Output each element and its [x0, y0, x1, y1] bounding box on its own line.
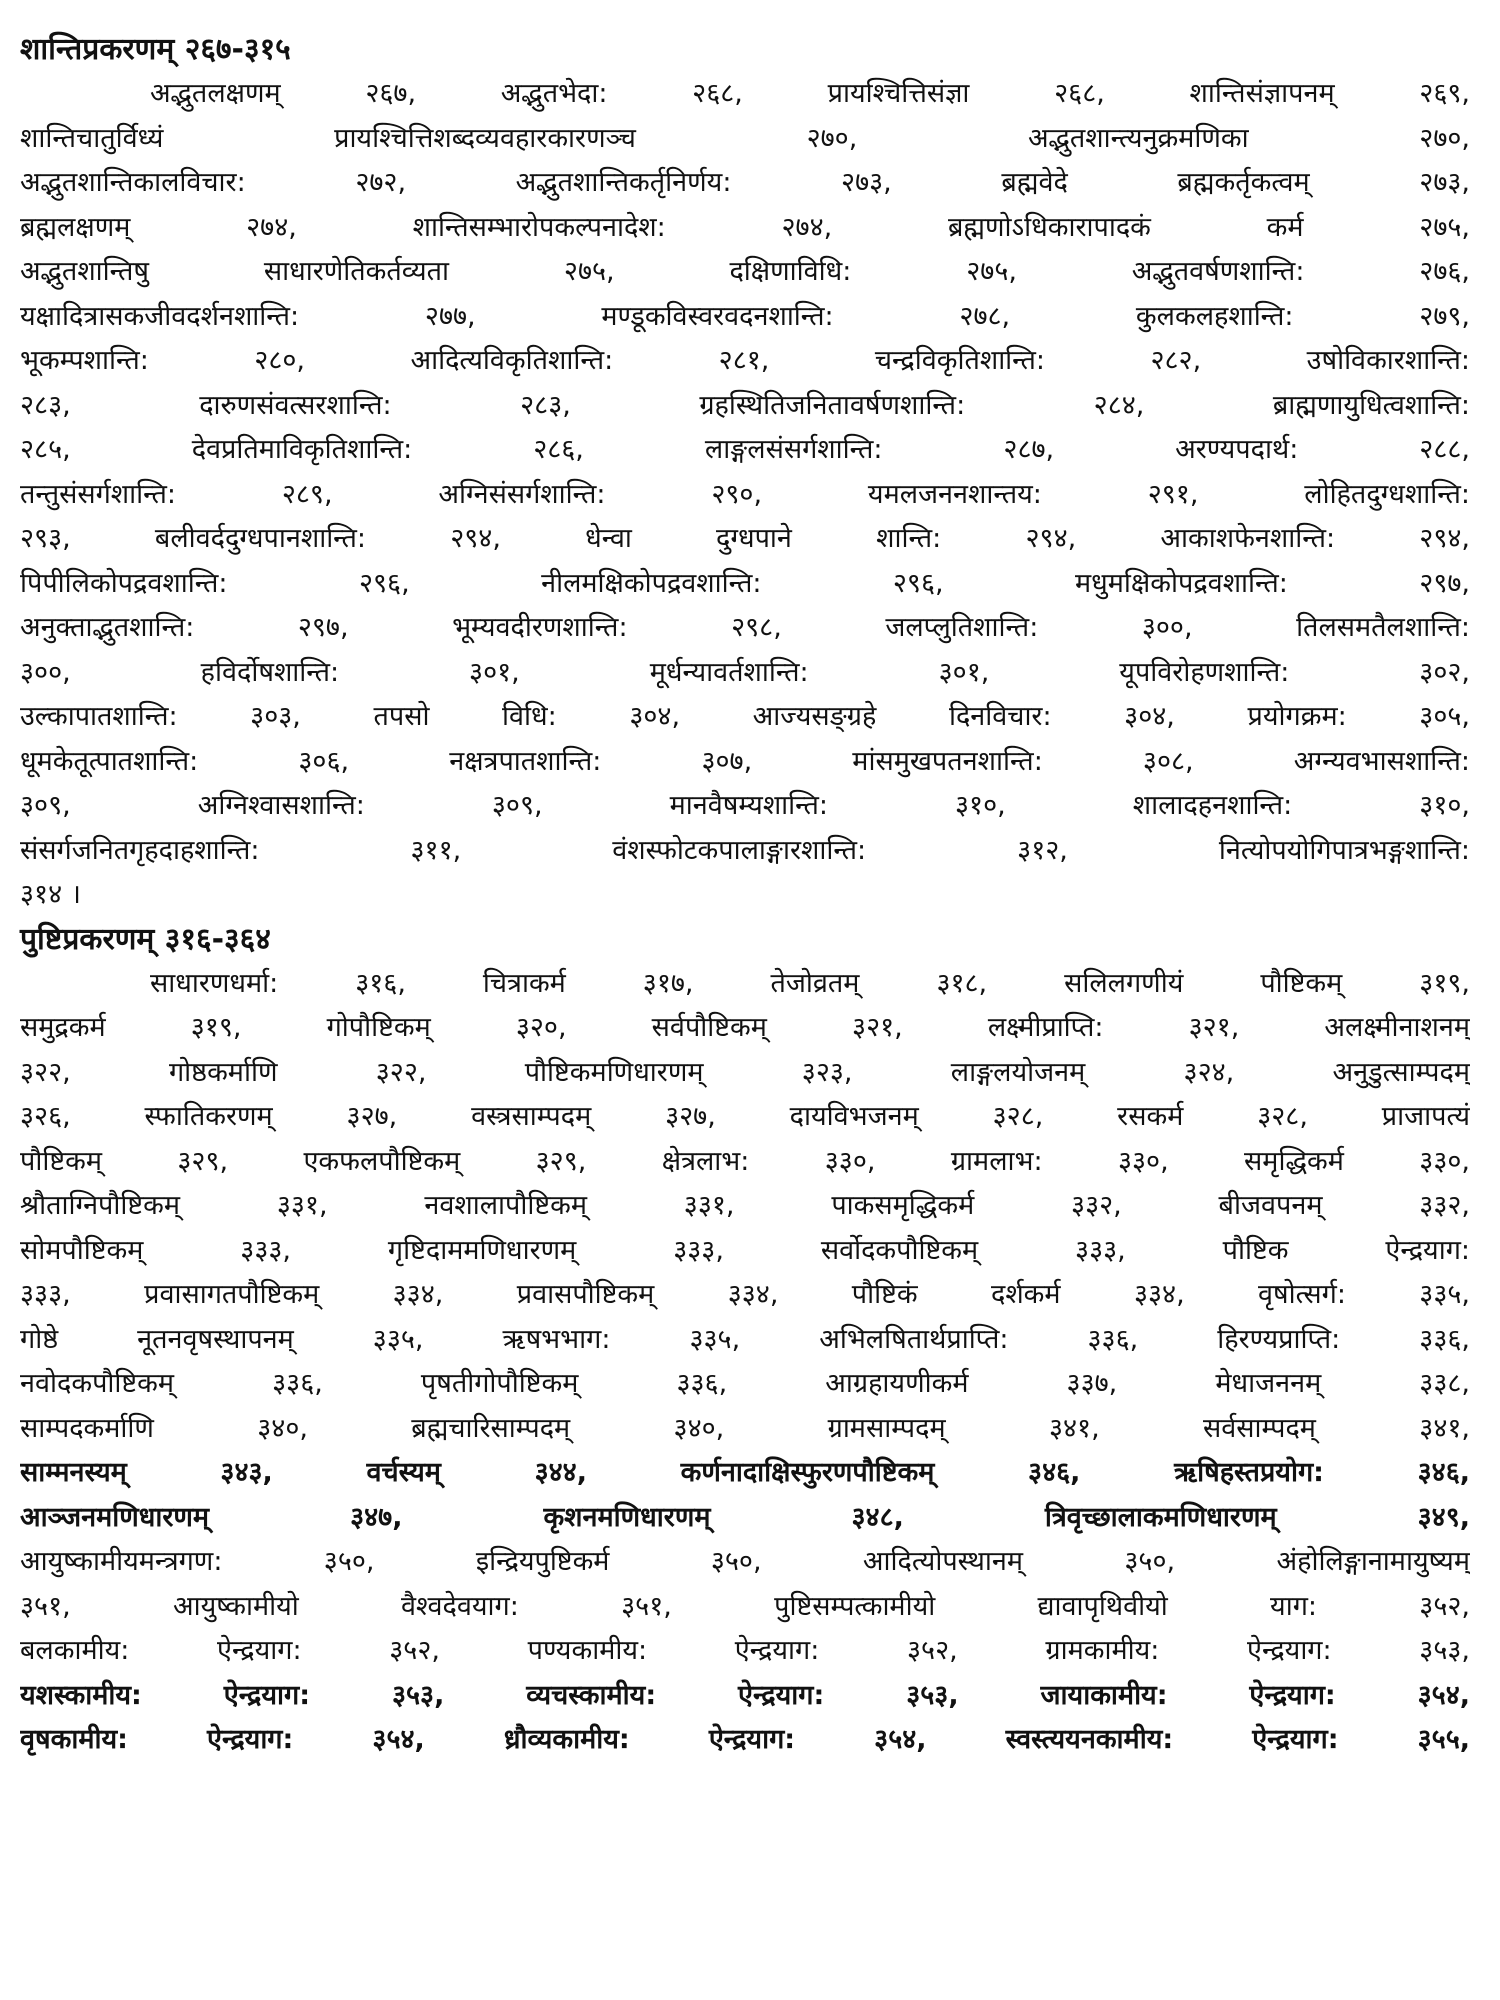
text-line: २९३, बलीवर्ददुग्धपानशान्ति: २९४, धेन्वा दुग्धपाने शान्ति: २९४, आकाशफेनशान्ति: २९४,	[20, 523, 1470, 554]
text-line: आयुष्कामीयमन्त्रगण: ३५०, इन्द्रियपुष्टिकर्म ३५०, आदित्योपस्थानम् ३५०, अंहोलिङ्गानामायुष्यम्	[20, 1546, 1470, 1577]
text-line	[20, 72, 1470, 117]
text-line: उल्कापातशान्ति: ३०३, तपसो विधि: ३०४, आज्यसङ्ग्रहे दिनविचार: ३०४, प्रयोगक्रम: ३०५,	[20, 701, 1470, 732]
text-line: श्रौताग्निपौष्टिकम् ३३१, नवशालापौष्टिकम् ३३१, पाकसमृद्धिकर्म ३३२, बीजवपनम् ३३२,	[20, 1190, 1470, 1221]
text-line: २८५, देवप्रतिमाविकृतिशान्ति: २८६, लाङ्गलसंसर्गशान्ति: २८७, अरण्यपदार्थ: २८८,	[20, 434, 1470, 465]
text-line: यशस्कामीय: ऐन्द्रयाग: ३५३, व्यचस्कामीय: ऐन्द्रयाग: ३५३, जायाकामीय: ऐन्द्रयाग: ३५४,	[20, 1679, 1470, 1711]
section-heading-pushti: पुष्टिप्रकरणम् ३१६-३६४	[20, 921, 271, 957]
text-line: ३३३, प्रवासागतपौष्टिकम् ३३४, प्रवासपौष्टिकम् ३३४, पौष्टिकं दर्शकर्म ३३४, वृषोत्सर्ग: ३३५,	[20, 1279, 1470, 1310]
section-body-pushti	[20, 962, 1470, 1763]
text-line: साम्पदकर्माणि ३४०, ब्रह्मचारिसाम्पदम् ३४०, ग्रामसाम्पदम् ३४१, सर्वसाम्पदम् ३४१,	[20, 1412, 1470, 1444]
text-line: ३२६, स्फातिकरणम् ३२७, वस्त्रसाम्पदम् ३२७, दायविभजनम् ३२८, रसकर्म ३२८, प्राजापत्यं	[20, 1101, 1470, 1132]
text-line: समुद्रकर्म ३१९, गोपौष्टिकम् ३२०, सर्वपौष्टिकम् ३२१, लक्ष्मीप्राप्ति: ३२१, अलक्ष्मीनाशनम्	[20, 1012, 1470, 1043]
text-line: पौष्टिकम् ३२९, एकफलपौष्टिकम् ३२९, क्षेत्रलाभ: ३३०, ग्रामलाभ: ३३०, समृद्धिकर्म ३३०,	[20, 1145, 1470, 1177]
text-line: नवोदकपौष्टिकम् ३३६, पृषतीगोपौष्टिकम् ३३६, आग्रहायणीकर्म ३३७, मेधाजननम् ३३८,	[20, 1368, 1470, 1399]
text-line: ३२२, गोष्ठकर्माणि ३२२, पौष्टिकमणिधारणम् ३२३, लाङ्गलयोजनम् ३२४, अनुडुत्साम्पदम्	[20, 1056, 1470, 1088]
text-line	[20, 962, 1470, 1007]
text-line: भूकम्पशान्ति: २८०, आदित्यविकृतिशान्ति: २८१, चन्द्रविकृतिशान्ति: २८२, उषोविकारशान्ति:	[20, 345, 1470, 376]
text-line: ३०९, अग्निश्वासशान्ति: ३०९, मानवैषम्यशान्ति: ३१०, शालादहनशान्ति: ३१०,	[20, 790, 1470, 821]
text-line: अद्भुतशान्तिषु साधारणेतिकर्तव्यता २७५, दक्षिणाविधि: २७५, अद्भुतवर्षणशान्ति: २७६,	[20, 256, 1470, 287]
text-line: बलकामीय: ऐन्द्रयाग: ३५२, पण्यकामीय: ऐन्द्रयाग: ३५२, ग्रामकामीय: ऐन्द्रयाग: ३५३,	[20, 1635, 1470, 1666]
text-line: सोमपौष्टिकम् ३३३, गृष्टिदाममणिधारणम् ३३३, सर्वोदकपौष्टिकम् ३३३, पौष्टिक ऐन्द्रयाग:	[20, 1234, 1470, 1266]
section-heading-shanti: शान्तिप्रकरणम् २६७-३१५	[20, 32, 291, 67]
text-line: २८३, दारुणसंवत्सरशान्ति: २८३, ग्रहस्थितिजनितावर्षणशान्ति: २८४, ब्राह्मणायुधित्वशान्ति:	[20, 389, 1470, 421]
text-line: साम्मनस्यम् ३४३, वर्चस्यम् ३४४, कर्णनादाक्षिस्फुरणपौष्टिकम् ३४६, ऋषिहस्तप्रयोग: ३४६,	[20, 1457, 1470, 1488]
section-body-shanti	[20, 72, 1470, 918]
text-line: तन्तुसंसर्गशान्ति: २८९, अग्निसंसर्गशान्ति: २९०, यमलजननशान्तय: २९१, लोहितदुग्धशान्ति:	[20, 478, 1470, 510]
text-line: ३००, हविर्दोषशान्ति: ३०१, मूर्धन्यावर्तशान्ति: ३०१, यूपविरोहणशान्ति: ३०२,	[20, 656, 1470, 688]
text-line: धूमकेतूत्पातशान्ति: ३०६, नक्षत्रपातशान्ति: ३०७, मांसमुखपतनशान्ति: ३०८, अग्न्यवभासशान्ति:	[20, 745, 1470, 777]
text-line: अद्भुतशान्तिकालविचार: २७२, अद्भुतशान्तिकर्तृनिर्णय: २७३, ब्रह्मवेदे ब्रह्मकर्तृकत्वम् २७३,	[20, 167, 1470, 198]
line-text: साधारणधर्मा: ३१६, चित्राकर्म ३१७, तेजोव्रतम् ३१८, सलिलगणीयं पौष्टिकम् ३१९,	[150, 967, 1470, 999]
text-line: ३१४ ।	[20, 879, 81, 910]
line-text: अद्भुतलक्षणम् २६७, अद्भुतभेदा: २६८, प्रायश्चित्तिसंज्ञा २६८, शान्तिसंज्ञापनम् २६९,	[150, 78, 1470, 109]
document-page	[20, 28, 1470, 1763]
text-line: अनुक्ताद्भुतशान्ति: २९७, भूम्यवदीरणशान्ति: २९८, जलप्लुतिशान्ति: ३००, तिलसमतैलशान्ति:	[20, 612, 1470, 643]
text-line: आञ्जनमणिधारणम् ३४७, कृशनमणिधारणम् ३४८, त्रिवृच्छालाकमणिधारणम् ३४९,	[20, 1501, 1470, 1533]
text-line: ब्रह्मलक्षणम् २७४, शान्तिसम्भारोपकल्पनादेश: २७४, ब्रह्मणोऽधिकारापादकं कर्म २७५,	[20, 211, 1470, 243]
text-line: संसर्गजनितगृहदाहशान्ति: ३११, वंशस्फोटकपालाङ्गारशान्ति: ३१२, नित्योपयोगिपात्रभङ्गशान्ति:	[20, 834, 1470, 866]
text-line: शान्तिचातुर्विध्यं प्रायश्चित्तिशब्दव्यवहारकारणञ्च २७०, अद्भुतशान्त्यनुक्रमणिका २७०,	[20, 122, 1470, 154]
text-line: ३५१, आयुष्कामीयो वैश्वदेवयाग: ३५१, पुष्टिसम्पत्कामीयो द्यावापृथिवीयो याग: ३५२,	[20, 1590, 1470, 1622]
text-line: वृषकामीय: ऐन्द्रयाग: ३५४, ध्रौव्यकामीय: ऐन्द्रयाग: ३५४, स्वस्त्ययनकामीय: ऐन्द्रयाग: ३५५,	[20, 1724, 1470, 1755]
text-line: गोष्ठे नूतनवृषस्थापनम् ३३५, ऋषभभाग: ३३५, अभिलषितार्थप्राप्ति: ३३६, हिरण्यप्राप्ति: ३३६,	[20, 1323, 1470, 1355]
text-line: पिपीलिकोपद्रवशान्ति: २९६, नीलमक्षिकोपद्रवशान्ति: २९६, मधुमक्षिकोपद्रवशान्ति: २९७,	[20, 567, 1470, 599]
text-line: यक्षादित्रासकजीवदर्शनशान्ति: २७७, मण्डूकविस्वरवदनशान्ति: २७८, कुलकलहशान्ति: २७९,	[20, 300, 1470, 332]
